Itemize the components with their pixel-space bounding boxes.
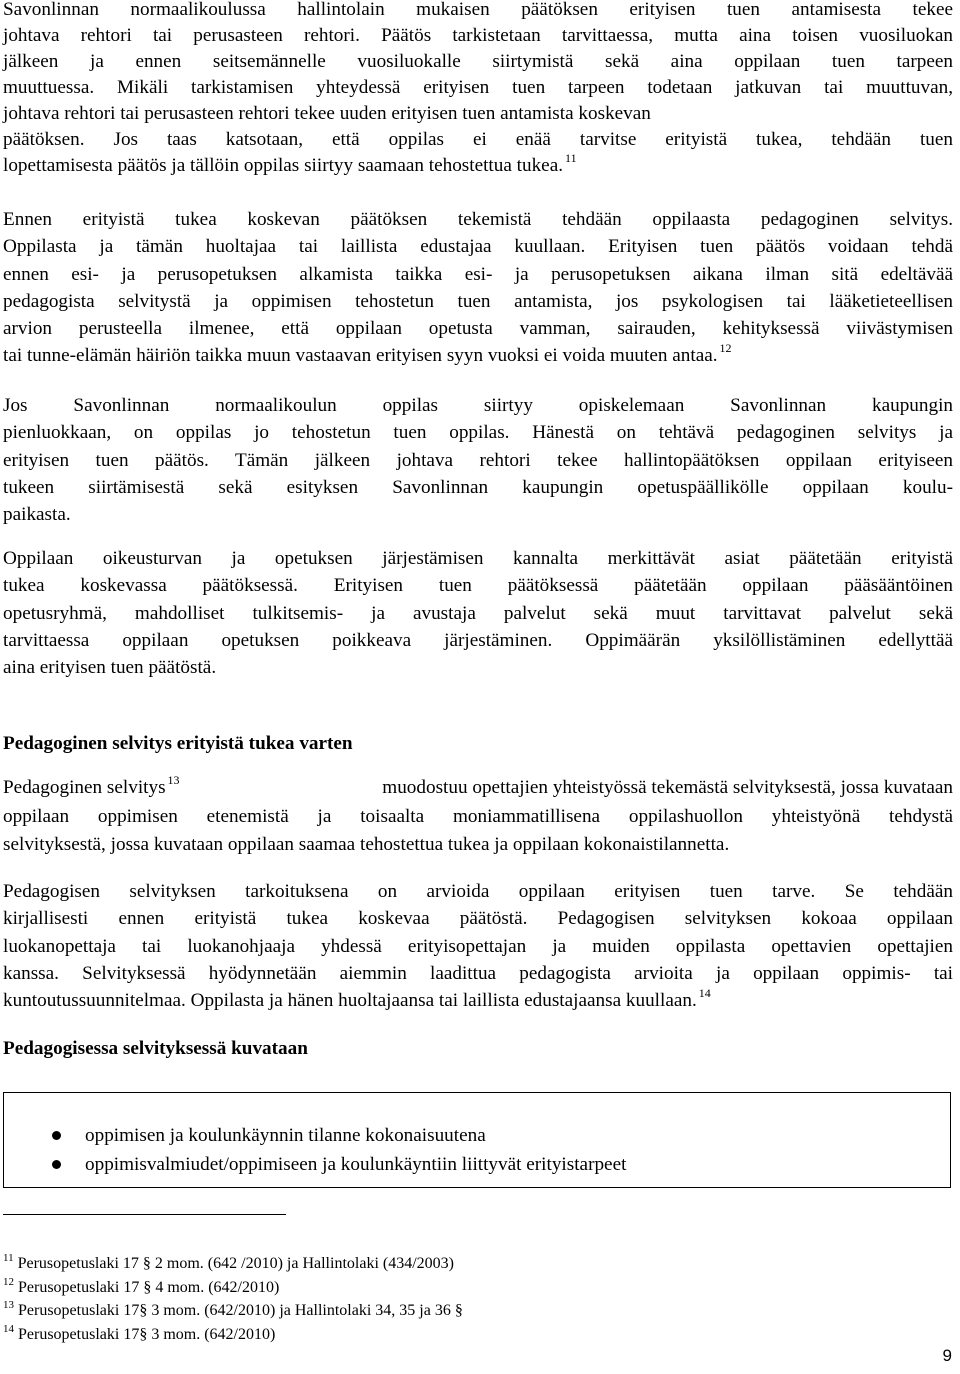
paragraph-line: tukea koskevassa päätöksessä. Erityisen tuen päätöksessä päätetään oppilaan pääsääntöinen (3, 575, 953, 597)
paragraph-line: luokanopettaja tai luokanohjaaja yhdessä erityisopettajan ja muiden oppilasta opettavien opettajien (3, 935, 953, 957)
paragraph-2 (3, 206, 953, 372)
paragraph-line: muuttuessa. Mikäli tarkistamisen yhteydessä erityisen tuen tarpeen todetaan jatkuvan tai muuttuvan, (3, 77, 953, 98)
footnote-ref: 14 (698, 986, 711, 1001)
paragraph-3 (3, 392, 953, 528)
paragraph-line: Savonlinnan normaalikoulussa hallintolain mukaisen päätöksen erityisen tuen antamisesta tekee (3, 0, 953, 20)
paragraph-line: johtava rehtori tai perusasteen rehtori tekee uuden erityisen tuen antamista koskevan (3, 103, 651, 124)
paragraph-last-line (3, 987, 953, 1016)
paragraph-line-text (3, 774, 180, 803)
paragraph-last-line (3, 342, 953, 371)
footnote-separator (3, 1214, 286, 1215)
section-heading: Pedagoginen selvitys erityistä tukea varten (3, 733, 353, 754)
paragraph-line: selvityksestä, jossa kuvataan oppilaan saamaa tehostettua tukea ja oppilaan kokonaistilannetta. (3, 833, 730, 855)
footnotes (3, 1252, 703, 1346)
paragraph-last-line (3, 153, 953, 180)
footnote (3, 1299, 703, 1323)
footnote-text: Perusopetuslaki 17§ 3 mom. (642/2010) ja Hallintolaki 34, 35 ja 36 § (18, 1302, 463, 1319)
list-item (4, 1121, 626, 1150)
footnote-text: Perusopetuslaki 17§ 3 mom. (642/2010) (18, 1325, 276, 1343)
paragraph-line: opetusryhmä, mahdolliset tulkitsemis- ja avustaja palvelut sekä muut tarvittavat palvelut sekä (3, 602, 953, 624)
footnote-ref: 12 (719, 341, 732, 356)
paragraph-line: Jos Savonlinnan normaalikoulun oppilas siirtyy opiskelemaan Savonlinnan kaupungin (3, 395, 953, 416)
footnote-number: 14 (3, 1322, 14, 1335)
paragraph-line: paikasta. (3, 504, 71, 526)
paragraph-first-line (3, 774, 953, 803)
bullet-icon (52, 1160, 61, 1169)
footnote-number: 13 (3, 1299, 14, 1311)
bullet-list-box (3, 1092, 951, 1188)
list-item (4, 1150, 626, 1179)
paragraph-line: päätöksen. Jos taas katsotaan, että oppilas ei enää tarvitse erityistä tukea, tehdään tuen (3, 129, 953, 150)
paragraph-line: Oppilasta ja tämän huoltajaa tai laillista edustajaa kuullaan. Erityisen tuen päätös voidaan tehdä (3, 236, 953, 258)
paragraph-line: pienluokkaan, on oppilas jo tehostetun tuen oppilas. Hänestä on tehtävä pedagoginen selvitys ja (3, 422, 953, 444)
paragraph-line: johtava rehtori tai perusasteen rehtori. Päätös tarkistetaan tarvittaessa, mutta aina toisen vuosiluokan (3, 25, 953, 46)
paragraph-line: arvion perusteella ilmenee, että oppilaan opetusta vamman, sairauden, kehityksessä viivästymisen (3, 318, 953, 340)
list-item-label: oppimisen ja koulunkäynnin tilanne kokonaisuutena (85, 1125, 486, 1146)
paragraph-line: ennen esi- ja perusopetuksen alkamista taikka esi- ja perusopetuksen aikana ilman sitä edeltävää (3, 263, 953, 285)
footnote-text: Perusopetuslaki 17 § 2 mom. (642 /2010) ja Hallintolaki (434/2003) (17, 1255, 454, 1272)
paragraph-6 (3, 878, 953, 1016)
paragraph-line: kanssa. Selvityksessä hyödynnetään aiemmin laadittua pedagogista arvioita ja oppilaan oppimis- tai (3, 962, 953, 984)
footnote-text: Perusopetuslaki 17 § 4 mom. (642/2010) (18, 1278, 280, 1296)
footnote-number: 11 (3, 1252, 14, 1264)
footnote-number: 12 (3, 1275, 14, 1288)
paragraph-line: oppilaan oppimisen etenemistä ja toisaalta moniammatillisena oppilashuollon yhteistyönä tehdystä (3, 806, 953, 828)
paragraph-line: tarvittaessa oppilaan opetuksen poikkeava järjestäminen. Oppimäärän yksilöllistäminen edellyttää (3, 629, 953, 651)
paragraph-line: Oppilaan oikeusturvan ja opetuksen järjestämisen kannalta merkittävät asiat päätetään erityistä (3, 548, 953, 569)
section-heading: Pedagogisessa selvityksessä kuvataan (3, 1038, 308, 1059)
page-number: 9 (942, 1346, 952, 1365)
paragraph-4 (3, 545, 953, 681)
paragraph-line: aina erityisen tuen päätöstä. (3, 657, 217, 679)
paragraph-1 (3, 0, 953, 180)
paragraph-line: pedagogista selvitystä ja oppimisen tehostetun tuen antamista, jos psykologisen tai lääketieteellisen (3, 290, 953, 312)
paragraph-line-text: kuntoutussuunnitelmaa. Oppilasta ja hänen huoltajaansa tai laillista edustajaansa kuullaan. (3, 990, 697, 1012)
bullet-icon (52, 1131, 61, 1140)
paragraph-line-text-start: Pedagoginen selvitys (3, 777, 166, 798)
footnote-ref: 13 (167, 773, 180, 787)
list-item-label: oppimisvalmiudet/oppimiseen ja koulunkäyntiin liittyvät erityistarpeet (85, 1154, 627, 1175)
footnote-ref: 11 (565, 151, 577, 165)
bullet-list (4, 1121, 626, 1179)
footnote (3, 1323, 703, 1347)
paragraph-line: tukeen siirtämisestä sekä esityksen Savonlinnan kaupungin opetuspäällikölle oppilaan koulu- (3, 476, 953, 498)
paragraph-line-text: lopettamisesta päätös ja tällöin oppilas siirtyy saamaan tehostettua tukea. (3, 155, 564, 176)
paragraph-line: kirjallisesti ennen erityistä tukea koskevaa päätöstä. Pedagogisen selvityksen kokoaa oppilaan (3, 908, 953, 930)
paragraph-line-text: tai tunne-elämän häiriön taikka muun vastaavan erityisen syyn vuoksi ei voida muuten antaa. (3, 345, 718, 367)
paragraph-line: jälkeen ja ennen seitsemännelle vuosiluokalle siirtymistä sekä aina oppilaan tuen tarpeen (3, 51, 953, 72)
footnote (3, 1252, 703, 1276)
paragraph-line: erityisen tuen päätös. Tämän jälkeen johtava rehtori tekee hallintopäätöksen oppilaan erityiseen (3, 449, 953, 471)
paragraph-5 (3, 774, 953, 858)
footnote (3, 1276, 703, 1300)
paragraph-line: Ennen erityistä tukea koskevan päätöksen tekemistä tehdään oppilaasta pedagoginen selvitys. (3, 209, 953, 230)
paragraph-line: Pedagogisen selvityksen tarkoituksena on arvioida oppilaan erityisen tuen tarve. Se tehdään (3, 881, 953, 902)
paragraph-line-text-end: muodostuu opettajien yhteistyössä tekemästä selvityksestä, jossa kuvataan (382, 777, 953, 798)
